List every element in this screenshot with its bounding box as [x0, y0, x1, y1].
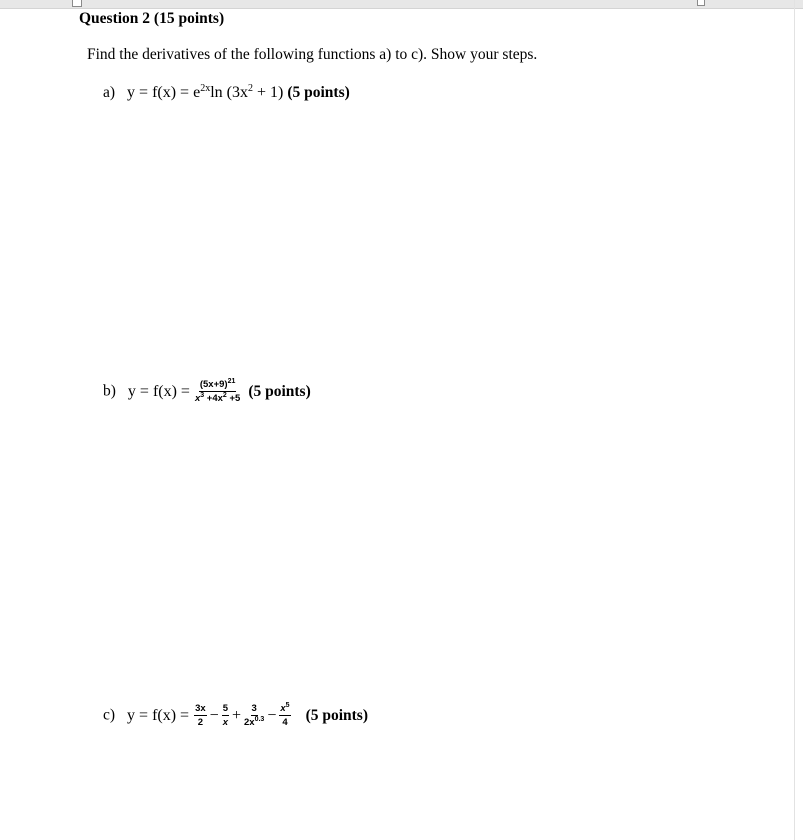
part-a-ln: ln (3x [210, 84, 248, 101]
part-c-op3: − [267, 706, 277, 724]
page-right-edge [794, 0, 795, 840]
part-c-term3-den [244, 716, 264, 728]
part-c-term2-num: 5 [222, 703, 228, 714]
part-b-fraction [195, 380, 240, 403]
part-b-num-exp: 21 [227, 378, 236, 385]
part-b-den-mid: +4x [204, 392, 223, 404]
part-b-label: b) [103, 382, 116, 400]
part-c-term4-num-exp: 5 [285, 702, 290, 709]
part-c-op1: − [209, 706, 219, 724]
question-title: Question 2 (15 points) [79, 10, 225, 27]
part-b-denominator [195, 392, 240, 404]
question-instruction: Find the derivatives of the following functions a) to c). Show your steps. [87, 46, 538, 63]
part-c-term4-num-base: x [280, 703, 286, 714]
part-a [103, 84, 350, 102]
part-b-den-tail: +5 [226, 392, 241, 404]
part-c-term1 [194, 704, 207, 727]
part-b [103, 380, 311, 403]
margin-corner-mark-right [697, 0, 705, 6]
part-a-exp-2: 2 [247, 83, 253, 94]
part-c-term2-den: x [222, 716, 228, 728]
part-c-term4 [279, 704, 290, 727]
part-c-points: (5 points) [305, 706, 369, 724]
part-c-term3-num: 3 [251, 703, 257, 714]
part-c-op2: + [231, 706, 242, 724]
part-c-label: c) [103, 706, 116, 724]
part-a-e: e [193, 84, 201, 101]
part-c-term2 [222, 704, 229, 727]
part-c-term3-den-exp: 0.3 [254, 715, 265, 723]
part-a-lhs: y = f(x) = [127, 84, 190, 101]
part-c-term1-den: 2 [197, 716, 204, 728]
document-top-bar [0, 0, 803, 9]
part-c-term1-num: 3x [195, 703, 206, 714]
part-b-points: (5 points) [248, 382, 311, 400]
part-b-num-base: (5x+9) [199, 379, 228, 390]
part-c-term3-den-base: 2x [244, 716, 255, 728]
part-c-term4-num [279, 704, 290, 716]
part-c-lhs: y = f(x) = [127, 706, 190, 724]
part-a-tail: + 1) [256, 84, 284, 101]
margin-corner-mark-left [72, 0, 82, 7]
part-a-label: a) [103, 84, 116, 101]
part-c-term3 [244, 704, 264, 727]
part-b-lhs: y = f(x) = [127, 382, 190, 400]
part-b-numerator [199, 380, 237, 392]
part-b-den-exp3: 3 [200, 391, 205, 399]
part-c [103, 704, 368, 727]
part-b-den-x: x [194, 392, 201, 404]
part-c-term4-den: 4 [282, 716, 288, 728]
part-a-expression [127, 84, 287, 101]
part-b-den-exp2: 2 [222, 391, 227, 399]
part-a-points: (5 points) [287, 84, 350, 101]
part-a-exp-2x: 2x [200, 83, 211, 94]
